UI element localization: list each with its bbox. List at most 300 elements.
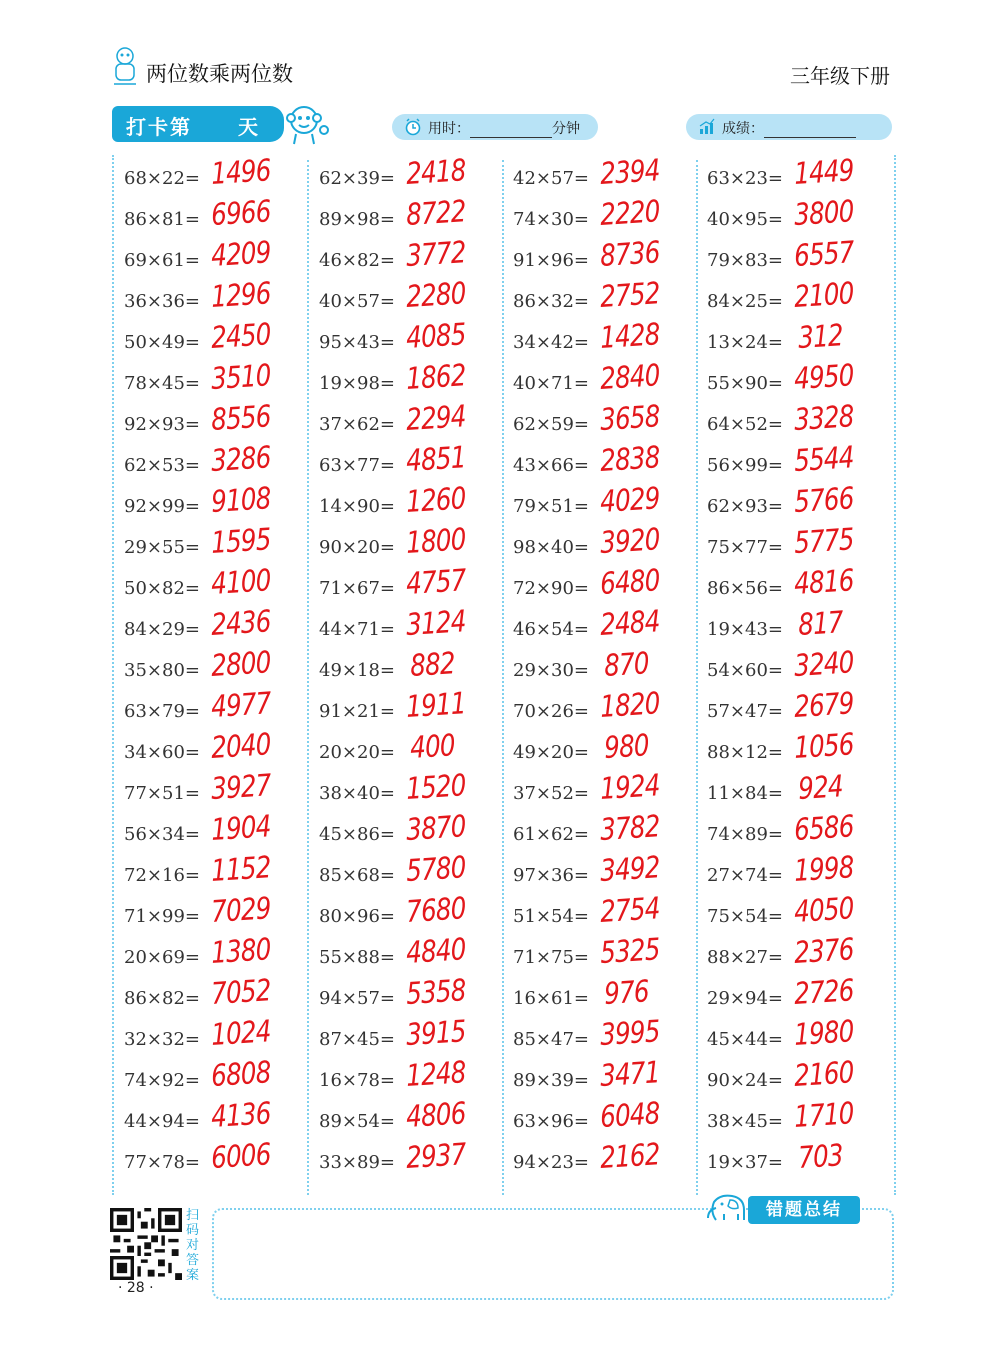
handwritten-answer: 1710 xyxy=(793,1096,855,1135)
problem-item xyxy=(707,605,897,643)
checkin-banner xyxy=(112,106,284,142)
handwritten-answer: 3328 xyxy=(793,399,855,438)
handwritten-answer: 924 xyxy=(797,769,844,807)
problem-expression: 77×78= xyxy=(124,1152,200,1173)
problem-expression: 34×60= xyxy=(124,742,200,763)
problem-expression: 62×59= xyxy=(513,414,589,435)
problem-item xyxy=(707,318,897,356)
chart-trend-icon xyxy=(698,118,716,136)
problem-expression: 45×86= xyxy=(319,824,395,845)
problem-expression: 50×82= xyxy=(124,578,200,599)
handwritten-answer: 2040 xyxy=(210,727,272,766)
problem-expression: 44×71= xyxy=(319,619,395,640)
handwritten-answer: 1980 xyxy=(793,1014,855,1053)
problem-expression: 75×77= xyxy=(707,537,783,558)
problem-expression: 56×99= xyxy=(707,455,783,476)
problem-item xyxy=(319,932,509,971)
problem-expression: 40×95= xyxy=(707,209,783,230)
problem-expression: 45×44= xyxy=(707,1029,783,1050)
handwritten-answer: 4029 xyxy=(599,481,661,520)
problem-item xyxy=(319,850,509,889)
handwritten-answer: 2752 xyxy=(599,276,661,315)
handwritten-answer: 4816 xyxy=(793,563,855,602)
problem-expression: 84×29= xyxy=(124,619,200,640)
problem-expression: 51×54= xyxy=(513,906,589,927)
problem-expression: 79×83= xyxy=(707,250,783,271)
problem-item xyxy=(707,276,897,315)
problem-expression: 79×51= xyxy=(513,496,589,517)
time-label: 用时： xyxy=(428,121,470,137)
problem-expression: 85×68= xyxy=(319,865,395,886)
problem-item xyxy=(707,973,897,1012)
time-field xyxy=(392,114,598,140)
problem-item xyxy=(707,1096,897,1135)
problem-expression: 88×12= xyxy=(707,742,783,763)
problem-expression: 98×40= xyxy=(513,537,589,558)
problem-item xyxy=(124,194,314,233)
problem-expression: 19×43= xyxy=(707,619,783,640)
problem-expression: 75×54= xyxy=(707,906,783,927)
problem-item xyxy=(707,1055,897,1094)
problem-expression: 37×52= xyxy=(513,783,589,804)
problem-expression: 63×23= xyxy=(707,168,783,189)
problem-expression: 72×16= xyxy=(124,865,200,886)
problem-expression: 74×30= xyxy=(513,209,589,230)
handwritten-answer: 6048 xyxy=(599,1096,661,1135)
problem-expression: 16×61= xyxy=(513,988,589,1009)
problem-item xyxy=(124,317,314,356)
problem-expression: 90×20= xyxy=(319,537,395,558)
handwritten-answer: 4840 xyxy=(405,932,467,971)
problem-expression: 46×82= xyxy=(319,250,395,271)
problem-expression: 29×30= xyxy=(513,660,589,681)
handwritten-answer: 8556 xyxy=(210,399,272,438)
problem-expression: 90×24= xyxy=(707,1070,783,1091)
problem-item xyxy=(513,850,703,889)
problem-item xyxy=(513,194,703,233)
handwritten-answer: 1924 xyxy=(599,768,661,807)
problem-expression: 38×45= xyxy=(707,1111,783,1132)
handwritten-answer: 3915 xyxy=(405,1014,467,1053)
handwritten-answer: 5766 xyxy=(793,481,855,520)
problem-item xyxy=(124,1137,314,1176)
problem-item xyxy=(319,809,509,848)
problem-expression: 44×94= xyxy=(124,1111,200,1132)
elephant-icon xyxy=(704,1190,754,1226)
handwritten-answer: 1260 xyxy=(405,481,467,520)
problem-item xyxy=(513,932,703,971)
problem-expression: 91×96= xyxy=(513,250,589,271)
problem-item xyxy=(124,440,314,479)
handwritten-answer: 6557 xyxy=(793,235,855,274)
problem-item xyxy=(124,932,314,971)
problem-item xyxy=(707,891,897,930)
handwritten-answer: 1152 xyxy=(210,850,272,889)
problem-item xyxy=(319,276,509,315)
handwritten-answer: 4136 xyxy=(210,1096,272,1135)
handwritten-answer: 2726 xyxy=(793,973,855,1012)
problem-expression: 70×26= xyxy=(513,701,589,722)
problem-item xyxy=(124,604,314,643)
score-field xyxy=(686,114,892,140)
handwritten-answer: 3510 xyxy=(210,358,272,397)
problem-expression: 40×71= xyxy=(513,373,589,394)
problem-expression: 46×54= xyxy=(513,619,589,640)
score-label: 成绩： xyxy=(722,121,764,137)
problem-item xyxy=(513,522,703,561)
page-title: 两位数乘两位数 xyxy=(146,62,293,86)
problem-expression: 71×75= xyxy=(513,947,589,968)
handwritten-answer: 703 xyxy=(797,1138,844,1176)
handwritten-answer: 6966 xyxy=(210,194,272,233)
problem-item xyxy=(124,1096,314,1135)
handwritten-answer: 3920 xyxy=(599,522,661,561)
checkin-label-left: 打卡第 xyxy=(126,115,192,139)
handwritten-answer: 3240 xyxy=(793,645,855,684)
problem-item xyxy=(707,399,897,438)
problem-item xyxy=(707,1014,897,1053)
handwritten-answer: 3927 xyxy=(210,768,272,807)
problem-item xyxy=(124,850,314,889)
problem-item xyxy=(319,522,509,561)
handwritten-answer: 7029 xyxy=(210,891,272,930)
problem-expression: 78×45= xyxy=(124,373,200,394)
problem-item xyxy=(513,686,703,725)
checkin-label-right: 天 xyxy=(238,115,258,139)
handwritten-answer: 3772 xyxy=(405,235,467,274)
handwritten-answer: 3492 xyxy=(599,850,661,889)
handwritten-answer: 1428 xyxy=(599,317,661,356)
problem-item xyxy=(319,768,509,807)
problem-expression: 86×32= xyxy=(513,291,589,312)
problem-expression: 92×93= xyxy=(124,414,200,435)
problem-expression: 33×89= xyxy=(319,1152,395,1173)
problem-expression: 88×27= xyxy=(707,947,783,968)
problem-expression: 57×47= xyxy=(707,701,783,722)
handwritten-answer: 8736 xyxy=(599,235,661,274)
problem-item xyxy=(513,891,703,930)
problem-item xyxy=(707,563,897,602)
problem-item xyxy=(707,645,897,684)
problem-expression: 27×74= xyxy=(707,865,783,886)
handwritten-answer: 2754 xyxy=(599,891,661,930)
handwritten-answer: 1024 xyxy=(210,1014,272,1053)
problem-expression: 42×57= xyxy=(513,168,589,189)
handwritten-answer: 9108 xyxy=(210,481,272,520)
handwritten-answer: 4851 xyxy=(405,440,467,479)
problem-expression: 85×47= xyxy=(513,1029,589,1050)
handwritten-answer: 4085 xyxy=(405,317,467,356)
problem-expression: 14×90= xyxy=(319,496,395,517)
problem-expression: 86×82= xyxy=(124,988,200,1009)
problem-expression: 71×67= xyxy=(319,578,395,599)
handwritten-answer: 2100 xyxy=(793,276,855,315)
problem-item xyxy=(513,1137,703,1176)
handwritten-answer: 2394 xyxy=(599,153,661,192)
problem-item xyxy=(319,399,509,438)
handwritten-answer: 980 xyxy=(603,728,650,766)
handwritten-answer: 5358 xyxy=(405,973,467,1012)
handwritten-answer: 2450 xyxy=(210,317,272,356)
handwritten-answer: 3124 xyxy=(405,604,467,643)
problem-item xyxy=(124,358,314,397)
handwritten-answer: 2294 xyxy=(405,399,467,438)
problem-item xyxy=(124,1055,314,1094)
handwritten-answer: 3995 xyxy=(599,1014,661,1053)
problem-expression: 29×55= xyxy=(124,537,200,558)
problem-expression: 20×69= xyxy=(124,947,200,968)
handwritten-answer: 817 xyxy=(797,605,844,643)
problem-expression: 77×51= xyxy=(124,783,200,804)
handwritten-answer: 4050 xyxy=(793,891,855,930)
problem-expression: 36×36= xyxy=(124,291,200,312)
problem-expression: 11×84= xyxy=(707,783,783,804)
problem-item xyxy=(513,276,703,315)
handwritten-answer: 1520 xyxy=(405,768,467,807)
handwritten-answer: 2840 xyxy=(599,358,661,397)
problem-item xyxy=(513,1096,703,1135)
problem-item xyxy=(707,153,897,192)
problem-item xyxy=(513,153,703,192)
problem-item xyxy=(513,1055,703,1094)
handwritten-answer: 5544 xyxy=(793,440,855,479)
handwritten-answer: 7680 xyxy=(405,891,467,930)
problem-item xyxy=(124,768,314,807)
handwritten-answer: 1911 xyxy=(405,686,467,725)
problem-expression: 71×99= xyxy=(124,906,200,927)
handwritten-answer: 4977 xyxy=(210,686,272,725)
problem-item xyxy=(124,1014,314,1053)
handwritten-answer: 1496 xyxy=(210,153,272,192)
handwritten-answer: 6006 xyxy=(210,1137,272,1176)
problem-expression: 84×25= xyxy=(707,291,783,312)
problem-expression: 35×80= xyxy=(124,660,200,681)
handwritten-answer: 2679 xyxy=(793,686,855,725)
handwritten-answer: 1248 xyxy=(405,1055,467,1094)
problem-item xyxy=(319,728,509,766)
handwritten-answer: 2800 xyxy=(210,645,272,684)
problem-expression: 63×77= xyxy=(319,455,395,476)
handwritten-answer: 1296 xyxy=(210,276,272,315)
problem-item xyxy=(124,522,314,561)
problem-item xyxy=(513,728,703,766)
problem-expression: 74×92= xyxy=(124,1070,200,1091)
problem-expression: 62×39= xyxy=(319,168,395,189)
problem-item xyxy=(513,768,703,807)
problem-item xyxy=(513,974,703,1012)
handwritten-answer: 2418 xyxy=(405,153,467,192)
problem-expression: 37×62= xyxy=(319,414,395,435)
handwritten-answer: 2160 xyxy=(793,1055,855,1094)
qr-code[interactable] xyxy=(110,1208,182,1280)
problem-item xyxy=(513,809,703,848)
handwritten-answer: 2838 xyxy=(599,440,661,479)
problem-item xyxy=(707,769,897,807)
problem-expression: 49×20= xyxy=(513,742,589,763)
problem-item xyxy=(513,646,703,684)
problem-item xyxy=(124,727,314,766)
problem-expression: 62×93= xyxy=(707,496,783,517)
problem-item xyxy=(124,891,314,930)
problem-item xyxy=(707,809,897,848)
problem-item xyxy=(124,809,314,848)
problem-expression: 62×53= xyxy=(124,455,200,476)
problem-expression: 55×90= xyxy=(707,373,783,394)
problem-item xyxy=(319,235,509,274)
problem-expression: 86×81= xyxy=(124,209,200,230)
problem-expression: 74×89= xyxy=(707,824,783,845)
problem-item xyxy=(124,481,314,520)
problem-expression: 19×98= xyxy=(319,373,395,394)
time-input-line[interactable] xyxy=(470,123,552,138)
problem-expression: 20×20= xyxy=(319,742,395,763)
problem-expression: 80×96= xyxy=(319,906,395,927)
problem-item xyxy=(319,1096,509,1135)
problem-expression: 61×62= xyxy=(513,824,589,845)
time-unit: 分钟 xyxy=(552,121,580,137)
handwritten-answer: 2280 xyxy=(405,276,467,315)
problem-item xyxy=(124,235,314,274)
handwritten-answer: 2484 xyxy=(599,604,661,643)
handwritten-answer: 7052 xyxy=(210,973,272,1012)
handwritten-answer: 3870 xyxy=(405,809,467,848)
problem-expression: 89×54= xyxy=(319,1111,395,1132)
handwritten-answer: 1056 xyxy=(793,727,855,766)
problem-expression: 72×90= xyxy=(513,578,589,599)
problem-expression: 69×61= xyxy=(124,250,200,271)
handwritten-answer: 1862 xyxy=(405,358,467,397)
problem-item xyxy=(124,276,314,315)
handwritten-answer: 1998 xyxy=(793,850,855,889)
problem-expression: 87×45= xyxy=(319,1029,395,1050)
problem-item xyxy=(513,235,703,274)
grade-label: 三年级下册 xyxy=(790,64,890,88)
handwritten-answer: 870 xyxy=(603,646,650,684)
handwritten-answer: 3286 xyxy=(210,440,272,479)
handwritten-answer: 1820 xyxy=(599,686,661,725)
handwritten-answer: 1595 xyxy=(210,522,272,561)
mistake-summary-title: 错题总结 xyxy=(748,1196,860,1224)
problem-expression: 86×56= xyxy=(707,578,783,599)
problem-item xyxy=(319,358,509,397)
problem-item xyxy=(124,645,314,684)
handwritten-answer: 3471 xyxy=(599,1055,661,1094)
problem-expression: 40×57= xyxy=(319,291,395,312)
handwritten-answer: 5780 xyxy=(405,850,467,889)
problem-item xyxy=(707,358,897,397)
handwritten-answer: 6480 xyxy=(599,563,661,602)
handwritten-answer: 400 xyxy=(409,728,456,766)
problem-expression: 63×79= xyxy=(124,701,200,722)
problem-expression: 32×32= xyxy=(124,1029,200,1050)
problem-item xyxy=(319,563,509,602)
score-input-line[interactable] xyxy=(764,123,856,138)
problem-item xyxy=(319,646,509,684)
handwritten-answer: 976 xyxy=(603,974,650,1012)
problem-expression: 97×36= xyxy=(513,865,589,886)
problem-item xyxy=(319,1137,509,1176)
handwritten-answer: 6808 xyxy=(210,1055,272,1094)
problem-item xyxy=(707,522,897,561)
page-number: · 28 · xyxy=(118,1280,154,1296)
problem-item xyxy=(513,563,703,602)
problem-expression: 29×94= xyxy=(707,988,783,1009)
handwritten-answer: 5775 xyxy=(793,522,855,561)
problem-item xyxy=(707,481,897,520)
mascot-icon xyxy=(108,46,142,86)
problem-item xyxy=(707,686,897,725)
problem-item xyxy=(513,440,703,479)
handwritten-answer: 2937 xyxy=(405,1137,467,1176)
problem-expression: 43×66= xyxy=(513,455,589,476)
problem-item xyxy=(319,1014,509,1053)
problem-item xyxy=(513,604,703,643)
problem-expression: 92×99= xyxy=(124,496,200,517)
problem-expression: 19×37= xyxy=(707,1152,783,1173)
handwritten-answer: 1380 xyxy=(210,932,272,971)
problem-item xyxy=(319,604,509,643)
problem-expression: 91×21= xyxy=(319,701,395,722)
problem-item xyxy=(124,563,314,602)
handwritten-answer: 4100 xyxy=(210,563,272,602)
problem-expression: 13×24= xyxy=(707,332,783,353)
problem-expression: 49×18= xyxy=(319,660,395,681)
handwritten-answer: 3800 xyxy=(793,194,855,233)
problem-item xyxy=(513,399,703,438)
handwritten-answer: 882 xyxy=(409,646,456,684)
handwritten-answer: 2436 xyxy=(210,604,272,643)
problem-expression: 56×34= xyxy=(124,824,200,845)
handwritten-answer: 3782 xyxy=(599,809,661,848)
handwritten-answer: 312 xyxy=(797,318,844,356)
problem-item xyxy=(707,194,897,233)
problem-expression: 50×49= xyxy=(124,332,200,353)
problem-item xyxy=(513,358,703,397)
problem-expression: 16×78= xyxy=(319,1070,395,1091)
problem-expression: 95×43= xyxy=(319,332,395,353)
handwritten-answer: 2376 xyxy=(793,932,855,971)
problem-item xyxy=(319,440,509,479)
problem-item xyxy=(707,727,897,766)
problem-item xyxy=(124,153,314,192)
problem-expression: 68×22= xyxy=(124,168,200,189)
qr-label: 扫码对答案 xyxy=(186,1208,200,1283)
problem-item xyxy=(707,440,897,479)
problem-item xyxy=(319,1055,509,1094)
problem-item xyxy=(319,891,509,930)
handwritten-answer: 2220 xyxy=(599,194,661,233)
handwritten-answer: 1449 xyxy=(793,153,855,192)
handwritten-answer: 4806 xyxy=(405,1096,467,1135)
problem-item xyxy=(707,850,897,889)
problem-item xyxy=(124,686,314,725)
problem-expression: 54×60= xyxy=(707,660,783,681)
problem-item xyxy=(319,481,509,520)
handwritten-answer: 1904 xyxy=(210,809,272,848)
problem-item xyxy=(707,235,897,274)
problem-item xyxy=(319,317,509,356)
problem-expression: 38×40= xyxy=(319,783,395,804)
problem-expression: 89×39= xyxy=(513,1070,589,1091)
problem-expression: 64×52= xyxy=(707,414,783,435)
handwritten-answer: 1800 xyxy=(405,522,467,561)
problem-expression: 89×98= xyxy=(319,209,395,230)
problem-item xyxy=(319,153,509,192)
clock-icon xyxy=(404,118,422,136)
handwritten-answer: 2162 xyxy=(599,1137,661,1176)
handwritten-answer: 8722 xyxy=(405,194,467,233)
problem-item xyxy=(319,973,509,1012)
